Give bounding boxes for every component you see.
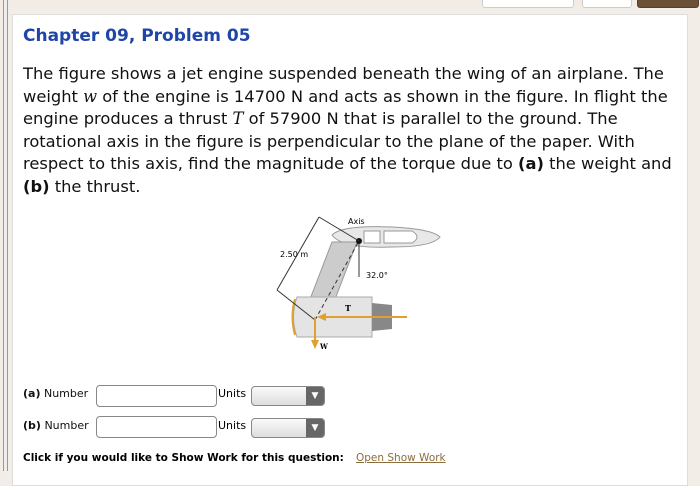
units-label: Units <box>218 419 247 432</box>
chevron-down-icon: ▼ <box>306 387 324 405</box>
open-show-work-link[interactable]: Open Show Work <box>356 452 446 464</box>
show-work-prompt: Click if you would like to Show Work for this question: <box>23 452 344 464</box>
number-input-a[interactable] <box>96 385 217 407</box>
top-bar <box>0 0 700 8</box>
units-select-a[interactable] <box>251 386 325 406</box>
number-input-b[interactable] <box>96 416 217 438</box>
scrollbar[interactable] <box>3 0 8 471</box>
problem-text: The figure shows a jet engine suspended beneath the wing of an airplane. The weight w of the engine is 14700 N and acts as shown in the figure. In flight the engine produces a thrust T of 57900 N that is parallel to the ground. The rotational axis in the figure is perpendicular to the plane of the paper. With respect to this axis, find the magnitude of the torque due to (a) the weight and (b) the thrust. <box>23 64 672 196</box>
weight-label: W <box>320 342 328 351</box>
answer-row-a <box>23 387 88 400</box>
toolbar-button[interactable] <box>637 0 699 8</box>
thrust-label: T <box>345 303 351 313</box>
engine-figure <box>262 207 442 357</box>
axis-label: Axis <box>348 217 365 226</box>
length-label: 2.50 m <box>280 250 309 259</box>
toolbar-button[interactable] <box>582 0 632 8</box>
part-label: (b) Number <box>23 419 89 432</box>
part-label: (a) Number <box>23 387 89 400</box>
units-label: Units <box>218 387 247 400</box>
page-title: Chapter 09, Problem 05 <box>23 26 251 46</box>
angle-label: 32.0° <box>366 271 388 280</box>
answer-row-b <box>23 419 89 432</box>
chevron-down-icon: ▼ <box>306 419 324 437</box>
toolbar-button[interactable] <box>482 0 574 8</box>
units-select-b[interactable] <box>251 418 325 438</box>
